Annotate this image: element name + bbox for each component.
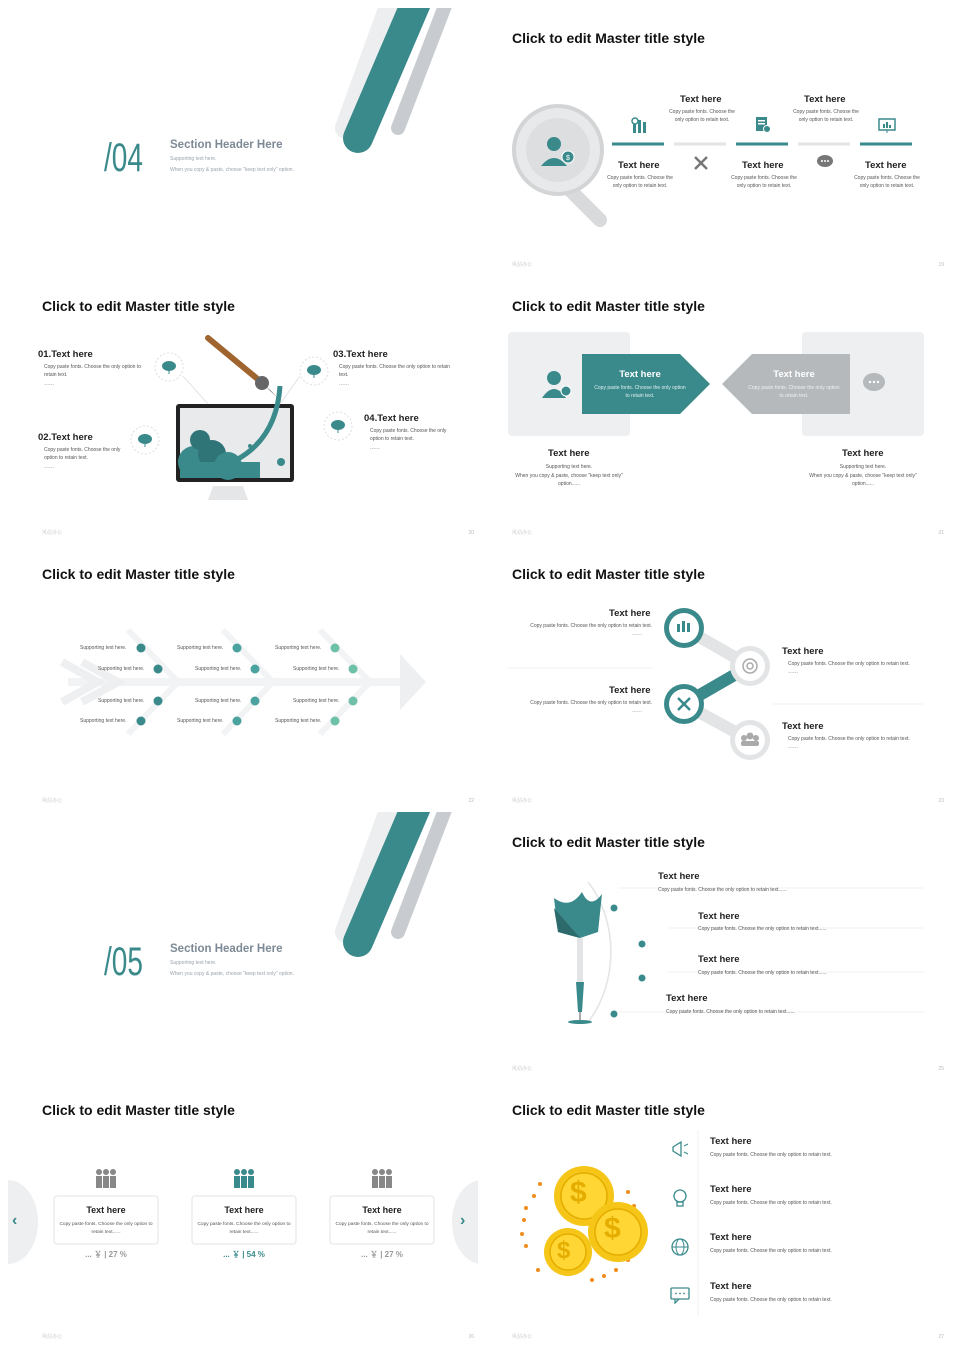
slide-section-05 — [8, 812, 482, 1078]
presentation-icon — [878, 118, 896, 139]
item-heading: Text here — [710, 1281, 752, 1292]
fishbone-label: Supporting text here. — [80, 645, 127, 651]
card-heading: Text here — [86, 1205, 126, 1215]
item-heading: Text here — [698, 911, 740, 922]
lightbulb-icon — [671, 1188, 689, 1213]
item-dots: …… — [339, 381, 349, 387]
item-text: Copy paste fonts. Choose the only option to retain text...... — [666, 1009, 795, 1015]
user-check-icon — [548, 372, 549, 373]
item-text: Copy paste fonts. Choose the only option to retain text. — [530, 623, 652, 629]
fishbone-label: Supporting text here. — [80, 718, 127, 724]
connected-circles-graphic — [478, 544, 952, 810]
dart-arc-graphic — [478, 812, 952, 1078]
coin-symbol: $ — [557, 1237, 571, 1264]
coin-symbol: $ — [570, 1176, 587, 1209]
right-heading: Text here — [842, 448, 884, 459]
item-heading: Text here — [609, 608, 651, 619]
item-text: Copy paste fonts. Choose the only option to retain text. — [710, 1248, 832, 1254]
megaphone-icon — [670, 1140, 690, 1163]
card-stat: ... ￥ | 27 % — [361, 1250, 403, 1259]
page-number: 22 — [468, 798, 474, 804]
item-dots: …… — [788, 669, 798, 675]
slide-title: Click to edit Master title style — [512, 298, 705, 314]
chart-gear-icon — [630, 116, 650, 139]
slide-title: Click to edit Master title style — [512, 834, 705, 850]
slide-title: Click to edit Master title style — [42, 298, 235, 314]
card-heading: Text here — [224, 1205, 264, 1215]
coins-graphic — [478, 1080, 952, 1346]
item-dots: …… — [44, 381, 54, 387]
section-sub1: Supporting text here. — [170, 156, 217, 162]
cloud-network-icon — [306, 364, 322, 383]
footer-brand: 风信办公 — [512, 530, 533, 536]
arrow-box-heading: Text here — [773, 369, 815, 380]
chat-bubble-icon — [868, 376, 869, 377]
item-text: Copy paste fonts. Choose the only option to retain text. — [339, 364, 450, 378]
arrow-box-text: Copy paste fonts. Choose the only option to retain text. — [748, 385, 840, 399]
section-number: /05 — [104, 940, 143, 984]
monitor-brush-graphic — [8, 276, 482, 542]
slide-27 — [478, 1080, 952, 1346]
section-sub1: Supporting text here. — [170, 960, 217, 966]
svg-text:$: $ — [566, 155, 570, 162]
right-text-1: Supporting text here. — [839, 464, 887, 470]
globe-icon — [670, 1237, 690, 1262]
left-text-1: Supporting text here. — [545, 464, 593, 470]
slide-26 — [8, 1080, 482, 1346]
section-number: /04 — [104, 136, 143, 180]
page-number: 21 — [938, 530, 944, 536]
slide-title: Click to edit Master title style — [42, 566, 235, 582]
card-stat: ... ￥ | 27 % — [85, 1250, 127, 1259]
slide-21 — [478, 276, 952, 542]
slide-20 — [8, 276, 482, 542]
footer-brand: 风信办公 — [512, 1334, 533, 1340]
card-heading: Text here — [362, 1205, 402, 1215]
arrows-graphic — [478, 276, 952, 542]
item-text: Copy paste fonts. Choose the only option to retain text. — [44, 447, 121, 461]
item-text: Copy paste fonts. Choose the only option to retain text. — [788, 736, 910, 742]
item-heading: Text here — [680, 94, 722, 105]
item-heading: Text here — [742, 160, 784, 171]
fishbone-label: Supporting text here. — [98, 666, 145, 672]
item-text: Copy paste fonts. Choose the only option to retain text. — [607, 175, 673, 189]
left-heading: Text here — [548, 448, 590, 459]
card-text: Copy paste fonts. Choose the only option to retain text...... — [59, 1222, 153, 1235]
item-heading: Text here — [865, 160, 907, 171]
item-text: Copy paste fonts. Choose the only option to retain text. — [710, 1200, 832, 1206]
team-icon — [94, 1168, 118, 1195]
slide-22 — [8, 544, 482, 810]
item-dots: …… — [370, 445, 380, 451]
page-number: 19 — [938, 262, 944, 268]
page-number: 27 — [938, 1334, 944, 1340]
item-text: Copy paste fonts. Choose the only option to retain text...... — [698, 970, 827, 976]
item-heading: Text here — [782, 721, 824, 732]
section-sub2: When you copy & paste, choose "keep text only" option. — [170, 167, 294, 173]
item-text: Copy paste fonts. Choose the only option to retain text. — [44, 364, 142, 378]
magnifier-graphic — [478, 8, 952, 274]
item-heading: Text here — [666, 993, 708, 1004]
prev-button[interactable]: ‹ — [12, 1212, 18, 1229]
item-heading: Text here — [710, 1232, 752, 1243]
slide-title: Click to edit Master title style — [512, 566, 705, 582]
cloud-network-icon — [330, 419, 346, 438]
fishbone-label: Supporting text here. — [275, 645, 322, 651]
tools-icon — [692, 154, 710, 177]
fishbone-label: Supporting text here. — [177, 645, 224, 651]
slide-title: Click to edit Master title style — [512, 30, 705, 46]
footer-brand: 风信办公 — [42, 798, 63, 804]
item-dots: …… — [632, 708, 642, 714]
item-text: Copy paste fonts. Choose the only option to retain text. — [710, 1297, 832, 1303]
item-dots: …… — [632, 631, 642, 637]
item-heading: Text here — [618, 160, 660, 171]
section-heading: Section Header Here — [170, 943, 283, 955]
chat-icon — [816, 154, 834, 175]
page-number: 25 — [938, 1066, 944, 1072]
item-heading: Text here — [782, 646, 824, 657]
team-icon — [740, 730, 741, 731]
item-dots: …… — [788, 744, 798, 750]
fishbone-label: Supporting text here. — [195, 666, 242, 672]
item-heading: Text here — [609, 685, 651, 696]
item-text: Copy paste fonts. Choose the only option to retain text. — [793, 109, 859, 123]
item-heading: 02.Text here — [38, 432, 93, 443]
item-text: Copy paste fonts. Choose the only option to retain text. — [788, 661, 910, 667]
coin-symbol: $ — [604, 1212, 621, 1245]
card-stat: ... ￥ | 54 % — [223, 1250, 265, 1259]
dart-icon — [554, 892, 555, 893]
item-text: Copy paste fonts. Choose the only option to retain text...... — [698, 926, 827, 932]
fishbone-label: Supporting text here. — [275, 718, 322, 724]
fishbone-label: Supporting text here. — [177, 718, 224, 724]
slide-25 — [478, 812, 952, 1078]
slide-section-04 — [8, 8, 482, 274]
page-number: 20 — [468, 530, 474, 536]
item-text: Copy paste fonts. Choose the only option to retain text. — [854, 175, 920, 189]
left-text-2: When you copy & paste, choose "keep text only" option...... — [515, 473, 623, 487]
tools-icon — [674, 694, 675, 695]
footer-brand: 风信办公 — [42, 530, 63, 536]
footer-brand: 风信办公 — [512, 798, 533, 804]
page-number: 26 — [468, 1334, 474, 1340]
card-text: Copy paste fonts. Choose the only option to retain text...... — [335, 1222, 429, 1235]
footer-brand: 风信办公 — [512, 262, 533, 268]
slide-23 — [478, 544, 952, 810]
fishbone-label: Supporting text here. — [195, 698, 242, 704]
item-heading: Text here — [698, 954, 740, 965]
item-heading: Text here — [804, 94, 846, 105]
slide-19 — [478, 8, 952, 274]
item-heading: 01.Text here — [38, 349, 93, 360]
slide-title: Click to edit Master title style — [512, 1102, 705, 1118]
team-icon — [232, 1168, 256, 1195]
section-heading: Section Header Here — [170, 139, 283, 151]
right-text-2: When you copy & paste, choose "keep text only" option...... — [809, 473, 917, 487]
item-heading: Text here — [710, 1184, 752, 1195]
fishbone-label: Supporting text here. — [98, 698, 145, 704]
item-text: Copy paste fonts. Choose the only option to retain text...... — [658, 887, 787, 893]
page-number: 23 — [938, 798, 944, 804]
item-heading: Text here — [710, 1136, 752, 1147]
item-text: Copy paste fonts. Choose the only option to retain text. — [731, 175, 797, 189]
cloud-network-icon — [137, 433, 153, 452]
item-text: Copy paste fonts. Choose the only option to retain text. — [530, 700, 652, 706]
next-button[interactable]: › — [460, 1212, 466, 1229]
card-text: Copy paste fonts. Choose the only option to retain text...... — [197, 1222, 291, 1235]
item-heading: Text here — [658, 871, 700, 882]
item-dots: …… — [44, 464, 54, 470]
item-heading: 04.Text here — [364, 413, 419, 424]
document-icon — [754, 116, 772, 139]
fishbone-graphic — [8, 544, 482, 810]
cloud-network-icon — [161, 360, 177, 379]
item-text: Copy paste fonts. Choose the only option to retain text. — [669, 109, 735, 123]
slide-title: Click to edit Master title style — [42, 1102, 235, 1118]
item-text: Copy paste fonts. Choose the only option to retain text. — [710, 1152, 832, 1158]
item-heading: 03.Text here — [333, 349, 388, 360]
team-icon — [370, 1168, 394, 1195]
fishbone-label: Supporting text here. — [293, 698, 340, 704]
footer-brand: 风信办公 — [42, 1334, 63, 1340]
message-icon — [670, 1286, 690, 1309]
arrow-box-text: Copy paste fonts. Choose the only option to retain text. — [594, 385, 686, 399]
arrow-box-heading: Text here — [619, 369, 661, 380]
target-icon — [740, 656, 741, 657]
fishbone-label: Supporting text here. — [293, 666, 340, 672]
footer-brand: 风信办公 — [512, 1066, 533, 1072]
item-text: Copy paste fonts. Choose the only option to retain text. — [370, 428, 447, 442]
section-sub2: When you copy & paste, choose "keep text only" option. — [170, 971, 294, 977]
bar-chart-icon — [674, 618, 675, 619]
